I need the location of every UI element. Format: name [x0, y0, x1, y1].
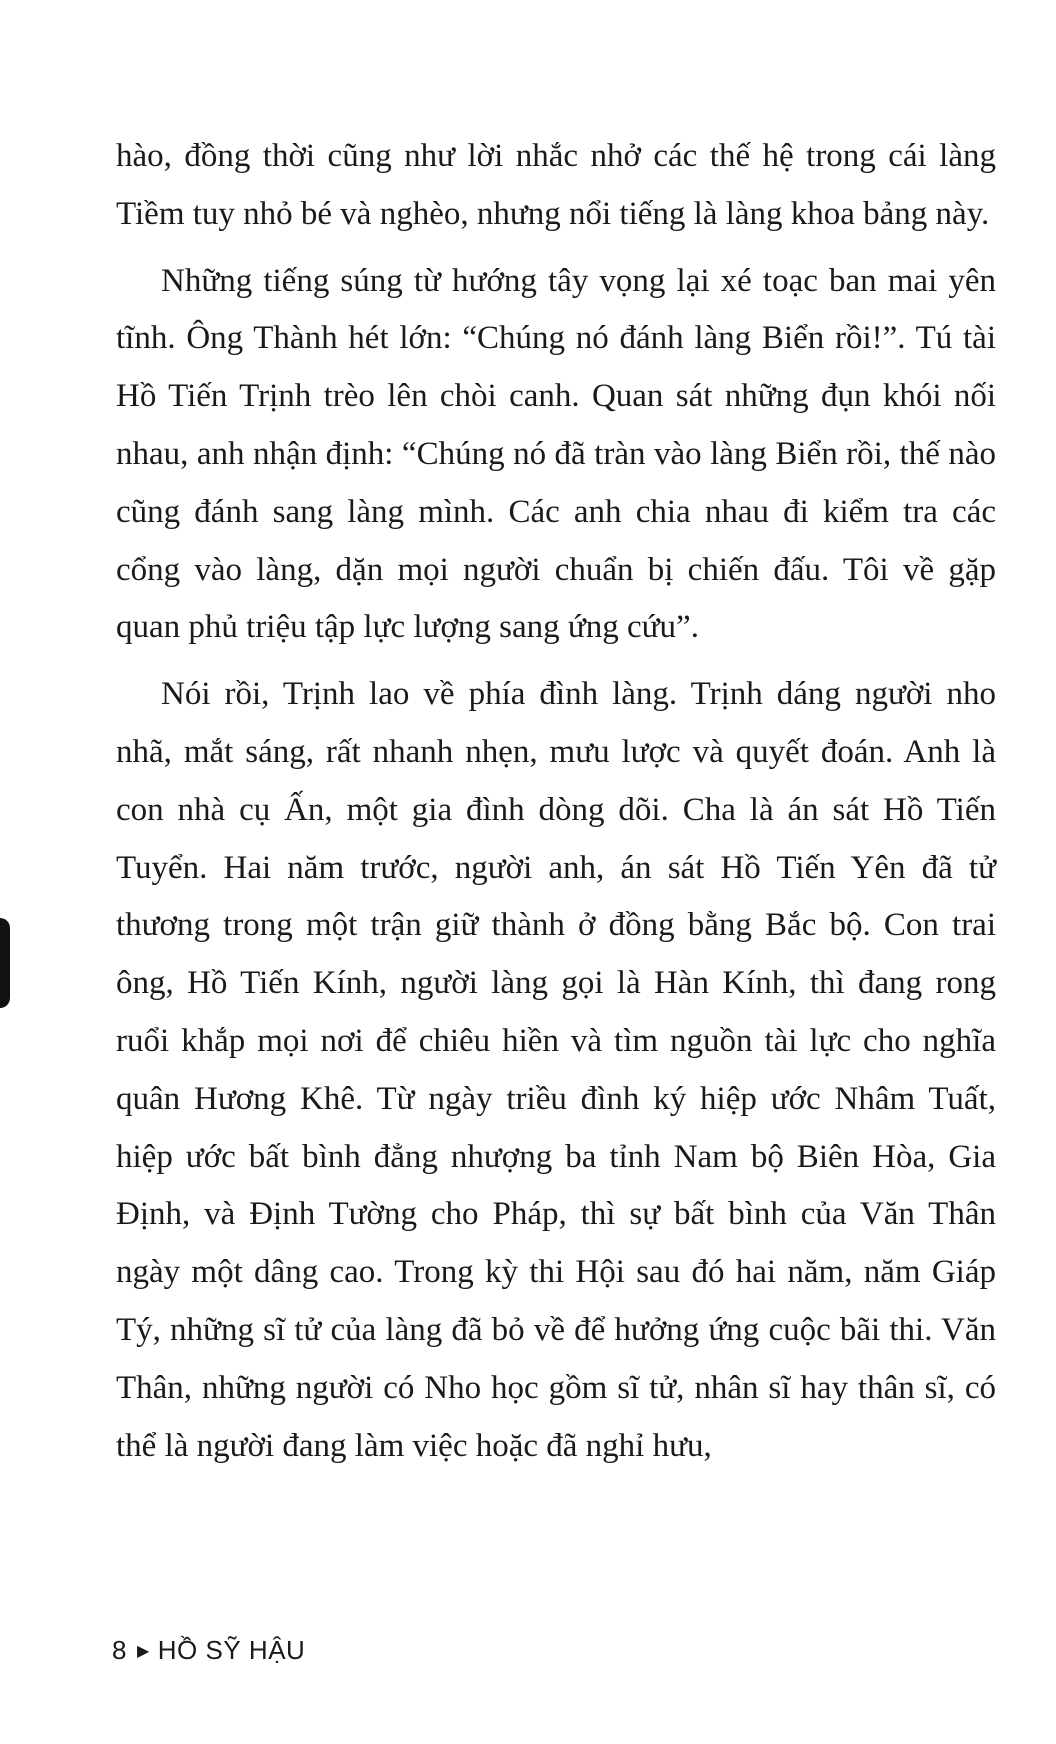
- page-body: [116, 128, 996, 1475]
- binding-shadow: [0, 918, 10, 1008]
- running-author: HỒ SỸ HẬU: [157, 1635, 306, 1665]
- page-footer: [112, 1635, 305, 1666]
- page-number: 8: [112, 1635, 127, 1665]
- paragraph-gunfire: Những tiếng súng từ hướng tây vọng lại xé toạc ban mai yên tĩnh. Ông Thành hét lớn: “Chúng nó đánh làng Biển rồi!”. Tú tài Hồ Tiến Trịnh trèo lên chòi canh. Quan sát những đụn khói nối nhau, anh nhận định: “Chúng nó đã tràn vào làng Biển rồi, thế nào cũng đánh sang làng mình. Các anh chia nhau đi kiểm tra các cổng vào làng, dặn mọi người chuẩn bị chiến đấu. Tôi về gặp quan phủ triệu tập lực lượng sang ứng cứu”.: [116, 262, 996, 646]
- paragraph-continued: hào, đồng thời cũng như lời nhắc nhở các thế hệ trong cái làng Tiềm tuy nhỏ bé và nghèo, nhưng nổi tiếng là làng khoa bảng này.: [116, 138, 996, 232]
- paragraph-trinh: Nói rồi, Trịnh lao về phía đình làng. Trịnh dáng người nho nhã, mắt sáng, rất nhanh nhẹn, mưu lược và quyết đoán. Anh là con nhà cụ Ấn, một gia đình dòng dõi. Cha là án sát Hồ Tiến Tuyển. Hai năm trước, người anh, án sát Hồ Tiến Yên đã tử thương trong một trận giữ thành ở đồng bằng Bắc bộ. Con trai ông, Hồ Tiến Kính, người làng gọi là Hàn Kính, thì đang rong ruổi khắp mọi nơi để chiêu hiền và tìm nguồn tài lực cho nghĩa quân Hương Khê. Từ ngày triều đình ký hiệp ước Nhâm Tuất, hiệp ước bất bình đẳng nhượng ba tỉnh Nam bộ Biên Hòa, Gia Định, và Định Tường cho Pháp, thì sự bất bình của Văn Thân ngày một dâng cao. Trong kỳ thi Hội sau đó hai năm, năm Giáp Tý, những sĩ tử của làng đã bỏ về để hưởng ứng cuộc bãi thi. Văn Thân, những người có Nho học gồm sĩ tử, nhân sĩ hay thân sĩ, có thể là người đang làm việc hoặc đã nghỉ hưu,: [116, 676, 996, 1464]
- right-triangle-icon: ▶: [136, 1643, 150, 1660]
